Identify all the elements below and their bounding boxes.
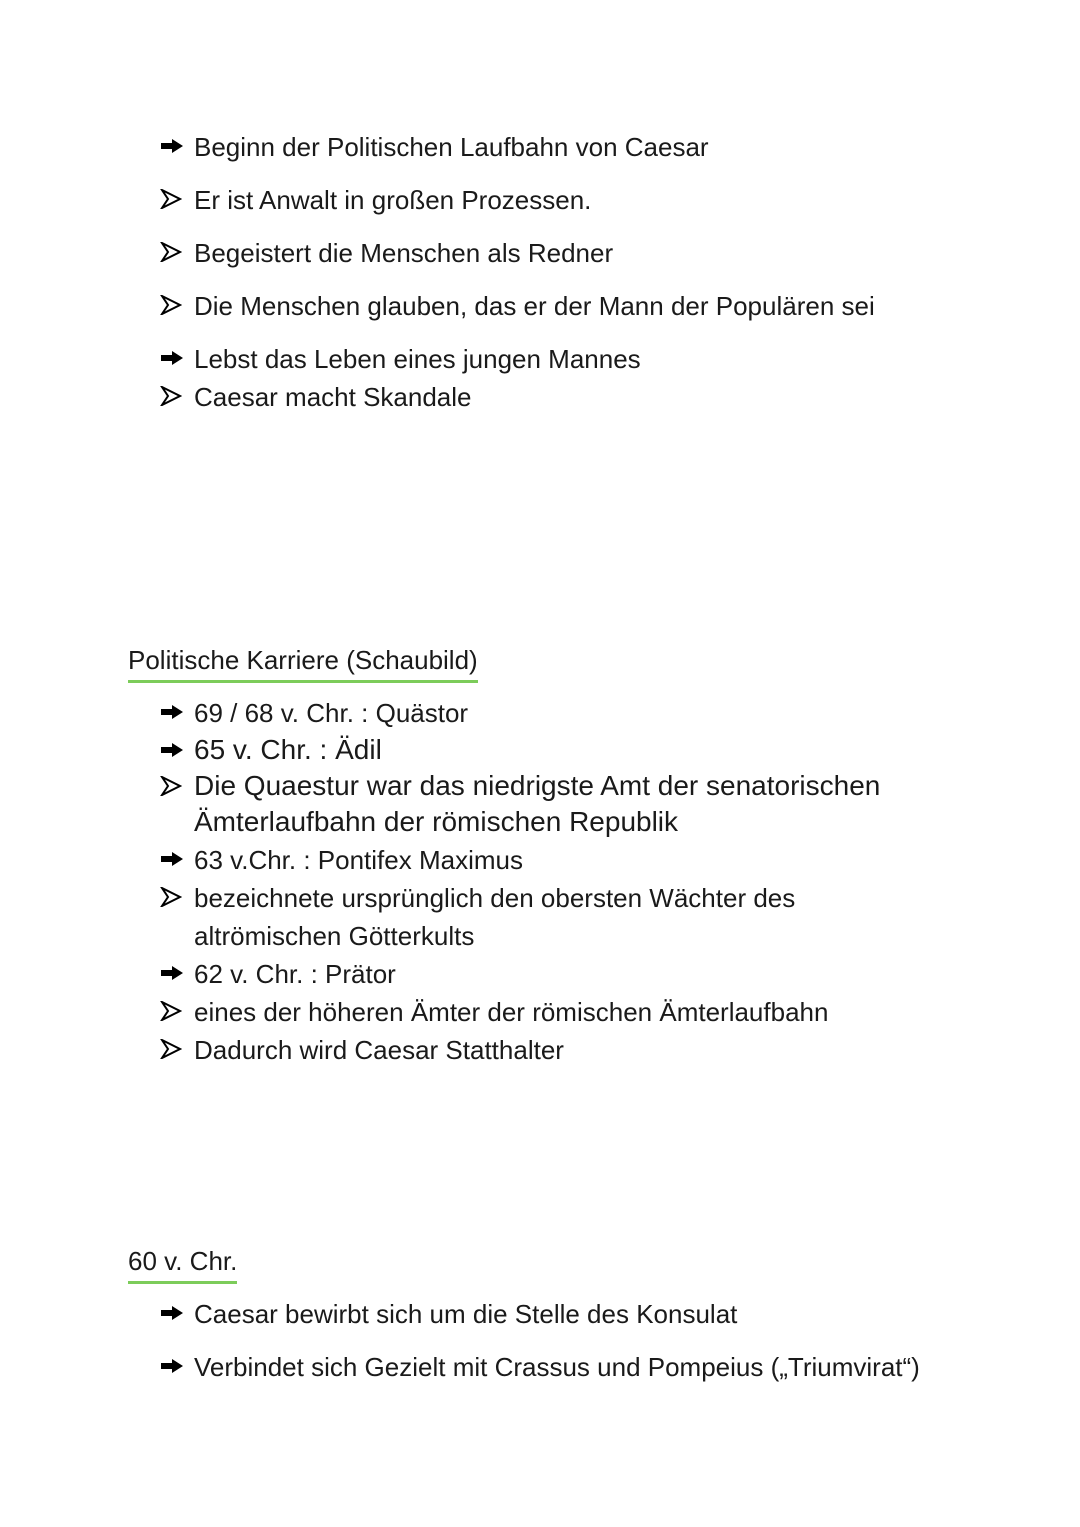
list-item: Caesar bewirbt sich um die Stelle des Konsulat [160, 1295, 1020, 1333]
list-item: 69 / 68 v. Chr. : Quästor [160, 694, 1020, 732]
list-item: Verbindet sich Gezielt mit Crassus und Pompeius („Triumvirat“) [160, 1348, 1020, 1386]
chevron-right-icon [160, 1031, 186, 1067]
chevron-right-icon [160, 378, 186, 414]
list-item: Caesar macht Skandale [160, 378, 1020, 416]
list-item: Die Menschen glauben, das er der Mann der Populären sei [160, 287, 1020, 325]
list-item: eines der höheren Ämter der römischen Ämterlaufbahn [160, 993, 1020, 1031]
arrow-right-icon [160, 1348, 186, 1384]
list-item: Dadurch wird Caesar Statthalter [160, 1031, 1020, 1069]
section-heading: Politische Karriere (Schaubild) [128, 642, 478, 683]
list-item: Er ist Anwalt in großen Prozessen. [160, 181, 1020, 219]
arrow-right-icon [160, 955, 186, 991]
list-item: Lebst das Leben eines jungen Mannes [160, 340, 1020, 378]
list-item: Beginn der Politischen Laufbahn von Caesar [160, 128, 1020, 166]
list-item: Begeistert die Menschen als Redner [160, 234, 1020, 272]
section-heading: 60 v. Chr. [128, 1243, 237, 1284]
list-item: bezeichnete ursprünglich den obersten Wächter des altrömischen Götterkults [160, 879, 840, 955]
arrow-right-icon [160, 340, 186, 376]
chevron-right-icon [160, 287, 186, 323]
list-item: 65 v. Chr. : Ädil [160, 732, 1020, 768]
arrow-right-icon [160, 128, 186, 164]
arrow-right-icon [160, 1295, 186, 1331]
list-item: 63 v.Chr. : Pontifex Maximus [160, 841, 1020, 879]
arrow-right-icon [160, 841, 186, 877]
chevron-right-icon [160, 234, 186, 270]
arrow-right-icon [160, 694, 186, 730]
arrow-right-icon [160, 732, 186, 768]
chevron-right-icon [160, 879, 186, 915]
chevron-right-icon [160, 181, 186, 217]
chevron-right-icon [160, 768, 186, 804]
chevron-right-icon [160, 993, 186, 1029]
list-item: Die Quaestur war das niedrigste Amt der senatorischen Ämterlaufbahn der römischen Republik [160, 768, 920, 840]
list-item: 62 v. Chr. : Prätor [160, 955, 1020, 993]
